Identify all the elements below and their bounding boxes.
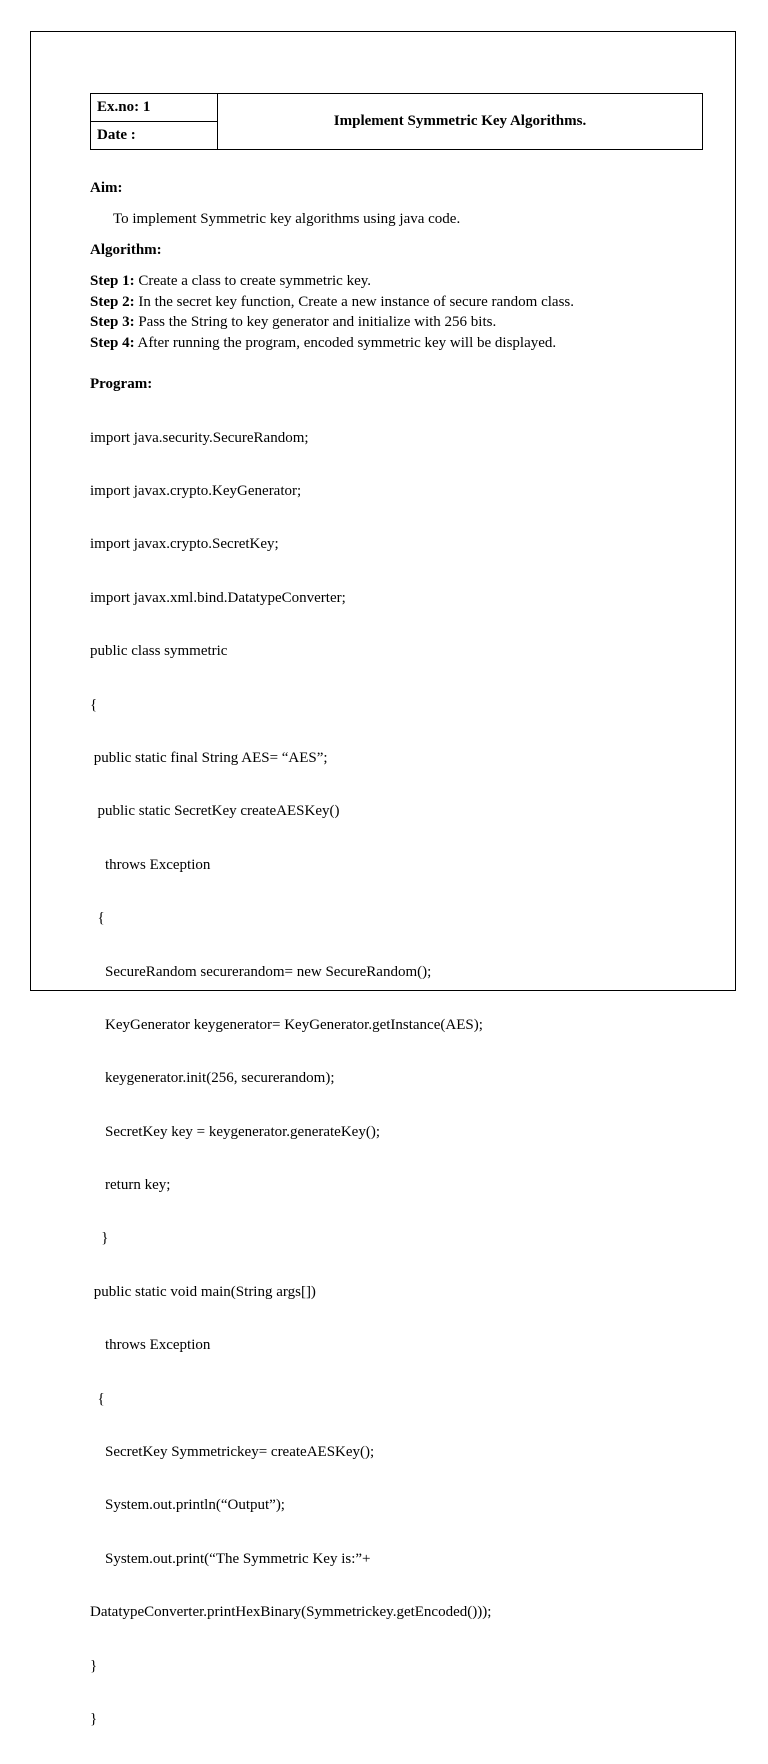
code-line: throws Exception: [90, 1337, 211, 1354]
code-line: KeyGenerator keygenerator= KeyGenerator.getInstance(AES);: [90, 1016, 483, 1033]
code-line: throws Exception: [90, 856, 211, 873]
step-text: In the secret key function, Create a new instance of secure random class.: [134, 293, 574, 310]
code-line: }: [90, 1710, 98, 1727]
aim-text: To implement Symmetric key algorithms using java code.: [113, 211, 461, 227]
code-line: import javax.xml.bind.DatatypeConverter;: [90, 589, 346, 606]
exno-cell: Ex.no: 1: [91, 94, 218, 122]
step-text: Pass the String to key generator and initialize with 256 bits.: [134, 314, 497, 330]
algorithm-steps: [90, 271, 710, 353]
code-line: SecretKey Symmetrickey= createAESKey();: [90, 1444, 375, 1461]
code-line: System.out.println(“Output”);: [90, 1497, 285, 1514]
code-line: public class symmetric: [90, 643, 228, 660]
step-label: Step 1:: [90, 273, 135, 289]
code-line: {: [90, 1390, 105, 1407]
code-line: import javax.crypto.KeyGenerator;: [90, 482, 302, 499]
step-label: Step 4:: [90, 334, 135, 351]
page-title: Implement Symmetric Key Algorithms.: [218, 94, 703, 150]
code-line: public static final String AES= “AES”;: [90, 749, 328, 766]
step-label: Step 3:: [90, 314, 135, 330]
step-label: Step 2:: [90, 293, 135, 310]
program-heading: Program:: [90, 376, 153, 392]
header-table: [90, 93, 703, 150]
document-content: [90, 178, 710, 1764]
algorithm-step-4: [90, 333, 710, 354]
algorithm-step-3: [90, 312, 710, 333]
algorithm-step-1: [90, 271, 710, 292]
code-line: import javax.crypto.SecretKey;: [90, 536, 279, 553]
step-text: Create a class to create symmetric key.: [134, 273, 372, 289]
program-code: [90, 394, 710, 1764]
aim-heading: Aim:: [90, 180, 123, 196]
code-line: {: [90, 696, 98, 713]
code-line: public static SecretKey createAESKey(): [90, 803, 340, 820]
step-text: After running the program, encoded symmetric key will be displayed.: [134, 334, 557, 351]
code-line: }: [90, 1657, 98, 1674]
code-line: }: [90, 1230, 109, 1247]
code-line: public static void main(String args[]): [90, 1283, 316, 1300]
code-line: SecretKey key = keygenerator.generateKey();: [90, 1123, 380, 1140]
algorithm-heading: Algorithm:: [90, 242, 162, 258]
date-cell: Date :: [91, 122, 218, 150]
algorithm-step-2: [90, 292, 710, 313]
code-line: {: [90, 910, 105, 927]
code-line: DatatypeConverter.printHexBinary(Symmetrickey.getEncoded()));: [90, 1604, 492, 1621]
code-line: System.out.print(“The Symmetric Key is:”+: [90, 1550, 371, 1567]
code-line: keygenerator.init(256, securerandom);: [90, 1070, 335, 1087]
code-line: SecureRandom securerandom= new SecureRandom();: [90, 963, 432, 980]
code-line: import java.security.SecureRandom;: [90, 429, 309, 446]
code-line: return key;: [90, 1177, 171, 1194]
